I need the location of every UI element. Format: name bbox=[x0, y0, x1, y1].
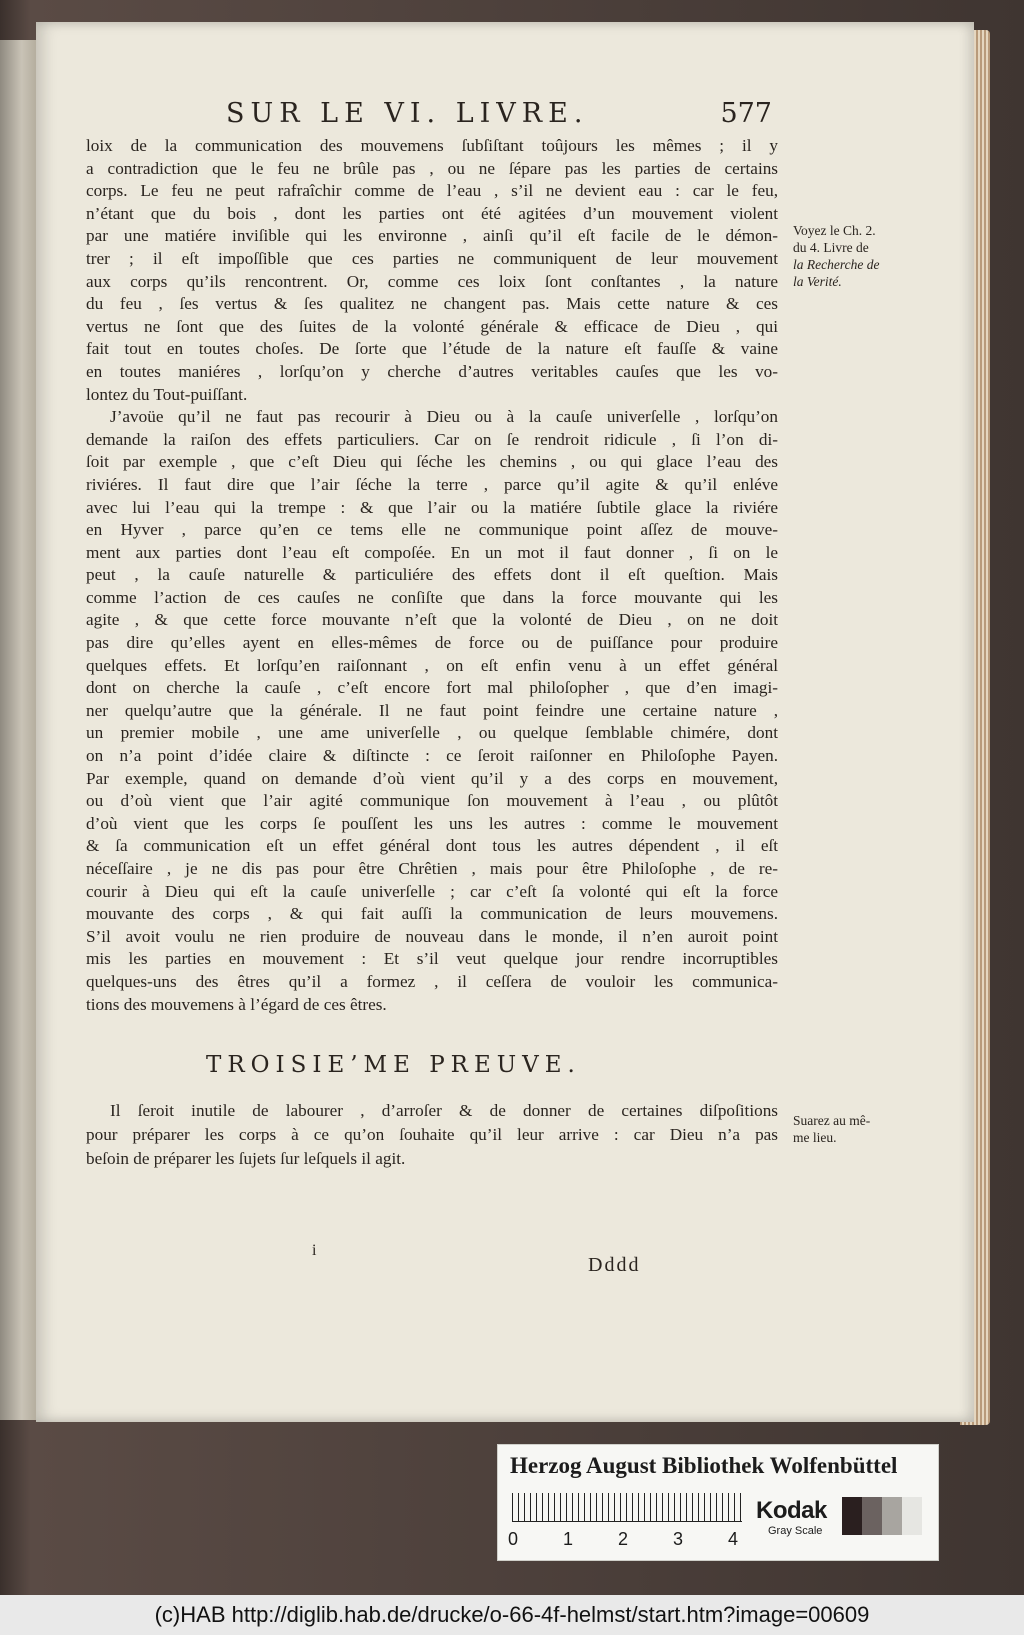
gray-scale-swatches bbox=[842, 1497, 922, 1535]
body-line: fait tout en toutes choſes. De ſorte que l’étude de la nature eſt fauſſe & vaine bbox=[86, 339, 778, 359]
ruler-numbers bbox=[508, 1529, 748, 1553]
body-line: avec lui l’eau qui la trempe : & que l’air ou la matiére ſubtile glace la riviére bbox=[86, 497, 778, 517]
running-title: SUR LE VI. LIVRE. bbox=[226, 98, 589, 129]
body-line: aux corps qu’ils rencontrent. Or, comme ces loix ſont conſtantes , la nature bbox=[86, 271, 778, 291]
running-head bbox=[226, 98, 786, 132]
proof-line: pour préparer les corps à ce qu’on ſouhaite qu’il leur arrive : car Dieu n’a pas bbox=[86, 1125, 778, 1144]
body-line: dont on cherche la cauſe , c’eſt encore fort mal philoſopher , que d’en imagi- bbox=[86, 678, 778, 698]
body-line: mis les parties en mouvement : Et s’il veut quelque jour rendre incorruptibles bbox=[86, 949, 778, 969]
proof-text bbox=[86, 1099, 778, 1171]
body-line: Par exemple, quand on demande d’où vient qu’il y a des corps en mouvement, bbox=[86, 768, 778, 788]
body-line: ner quelqu’autre que la générale. Il ne faut point feindre une certaine nature , bbox=[86, 700, 778, 720]
proof-line: Il ſeroit inutile de labourer , d’arroſer & de donner de certaines diſpoſitions bbox=[110, 1101, 778, 1120]
body-line: ment aux parties dont l’eau eſt compoſée. En un mot il faut donner , ſi on le bbox=[86, 542, 778, 562]
body-line: loix de la communication des mouvemens ſubſiſtant toûjours les mêmes ; il y bbox=[86, 136, 778, 155]
body-line: du feu , ſes vertus & ſes qualitez ne changent pas. Mais cette nature & ces bbox=[86, 294, 778, 314]
gray-swatch bbox=[842, 1497, 862, 1535]
signature-mark: Dddd bbox=[588, 1254, 641, 1276]
marginal-line: la Verité. bbox=[793, 274, 842, 289]
gray-swatch bbox=[882, 1497, 902, 1535]
body-line: comme l’action de ces cauſes ne conſiſte que dans la force mouvante qui les bbox=[86, 587, 778, 607]
body-line: ſoit par exemple , que c’eſt Dieu qui ſéche les chemins , ou qui glace l’eau des bbox=[86, 452, 778, 472]
ruler-number: 1 bbox=[563, 1529, 574, 1549]
gray-swatch bbox=[862, 1497, 882, 1535]
body-line: corps. Le feu ne peut rafraîchir comme de l’eau , s’il ne devient eau : car le feu, bbox=[86, 181, 778, 201]
body-line: J’avoüe qu’il ne faut pas recourir à Dieu ou à la cauſe univerſelle , lorſqu’on bbox=[110, 407, 778, 427]
body-line: vertus ne ſont que des ſuites de la volonté générale & efficace de Dieu , qui bbox=[86, 316, 778, 336]
page-number: 577 bbox=[720, 98, 772, 129]
body-line: on n’a point d’idée claire & diſtincte : ce ſeroit raiſonner en Philoſophe Payen. bbox=[86, 746, 778, 766]
proof-line: beſoin de préparer les ſujets ſur leſquels il agit. bbox=[86, 1149, 406, 1168]
institution-name: Herzog August Bibliothek Wolfenbüttel bbox=[510, 1453, 898, 1478]
marginal-line: me lieu. bbox=[793, 1130, 837, 1145]
body-line: néceſſaire , je ne dis pas pour être Chrêtien , mais pour être Philoſophe , de re- bbox=[86, 859, 778, 878]
body-line: mouvante des corps , & qui fait auſſi la communication de leurs mouvemens. bbox=[86, 904, 778, 924]
marginal-line: Suarez au mê- bbox=[793, 1113, 871, 1128]
body-line: S’il avoit voulu ne rien produire de nouveau dans le monde, il n’en auroit point bbox=[86, 926, 778, 946]
body-line: quelques effets. Et lorſqu’en raiſonnant , on eſt enfin venu à un effet général bbox=[86, 655, 778, 675]
measurement-ruler bbox=[512, 1493, 742, 1522]
copyright-footer: (c)HAB http://diglib.hab.de/drucke/o-66-4f-helmst/start.htm?image=00609 bbox=[0, 1595, 1024, 1635]
marginal-line: la Recherche de bbox=[793, 257, 880, 272]
marginal-note-reference bbox=[793, 222, 903, 290]
body-line: a contradiction que le feu ne brûle pas , ou ne ſépare pas les parties de certains bbox=[86, 158, 778, 178]
body-line: quelques-uns des êtres qu’il a formez , il ceſſera de vouloir les communica- bbox=[86, 971, 778, 991]
body-line: agite , & que cette force mouvante n’eſt que la volonté de Dieu , on ne doit bbox=[86, 610, 778, 630]
ruler-number: 4 bbox=[728, 1529, 739, 1549]
body-line: en toutes maniéres , lorſqu’on y cherche d’autres veritables cauſes que les vo- bbox=[86, 361, 778, 381]
body-line: ou d’où vient que l’air agité communique ſon mouvement à l’eau , ou plûtôt bbox=[86, 791, 778, 811]
kodak-logo: Kodak bbox=[756, 1497, 827, 1524]
kodak-subtitle: Gray Scale bbox=[768, 1525, 823, 1537]
body-line: trer ; il eſt impoſſible que ces parties ne communiquent de leur mouvement bbox=[86, 248, 778, 268]
ruler-number: 3 bbox=[673, 1529, 684, 1549]
book-page bbox=[36, 22, 974, 1422]
body-line: & ſa communication eſt un effet général dont tous les autres dépendent , il eſt bbox=[86, 836, 778, 856]
color-calibration-card bbox=[497, 1444, 939, 1561]
marginal-line: Voyez le Ch. 2. bbox=[793, 223, 876, 238]
stray-mark: i bbox=[312, 1242, 317, 1259]
body-line: un premier mobile , une ame univerſelle , ou quelque ſemblable chimére, dont bbox=[86, 723, 778, 743]
marginal-note-suarez bbox=[793, 1112, 903, 1146]
ruler-number: 0 bbox=[508, 1529, 519, 1549]
body-line: demande la raiſon des effets particuliers. Car on ſe rendroit ridicule , ſi l’on di- bbox=[86, 429, 778, 449]
body-line: pas dire qu’elles ayent en elles-mêmes de force ou de puiſſance pour produire bbox=[86, 633, 778, 653]
left-page-edge bbox=[0, 40, 36, 1420]
body-text bbox=[86, 135, 778, 1016]
body-line: peut , la cauſe naturelle & particuliére des effets dont il eſt queſtion. Mais bbox=[86, 565, 778, 585]
body-line: lontez du Tout-puiſſant. bbox=[86, 384, 248, 404]
body-line: courir à Dieu qui eſt la cauſe univerſelle ; car c’eſt ſa volonté qui eſt la force bbox=[86, 881, 778, 901]
section-heading: TROISIE’ME PREUVE. bbox=[206, 1052, 581, 1078]
ruler-number: 2 bbox=[618, 1529, 629, 1549]
gray-swatch bbox=[902, 1497, 922, 1535]
body-line: riviéres. Il faut dire que l’air ſéche la terre , parce qu’il agite & qu’il enléve bbox=[86, 474, 778, 494]
body-line: n’étant que du bois , dont les parties ont été agitées d’un mouvement violent bbox=[86, 203, 778, 223]
body-line: par une matiére inviſible qui les environne , ainſi qu’il eſt facile de le démon- bbox=[86, 226, 778, 246]
marginal-line: du 4. Livre de bbox=[793, 240, 869, 255]
body-line: tions des mouvemens à l’égard de ces êtres. bbox=[86, 994, 387, 1014]
body-line: en Hyver , parce qu’en ce tems elle ne communique point aſſez de mouve- bbox=[86, 520, 778, 540]
body-line: d’où vient que les corps ſe pouſſent les uns les autres : comme le mouvement bbox=[86, 813, 778, 833]
